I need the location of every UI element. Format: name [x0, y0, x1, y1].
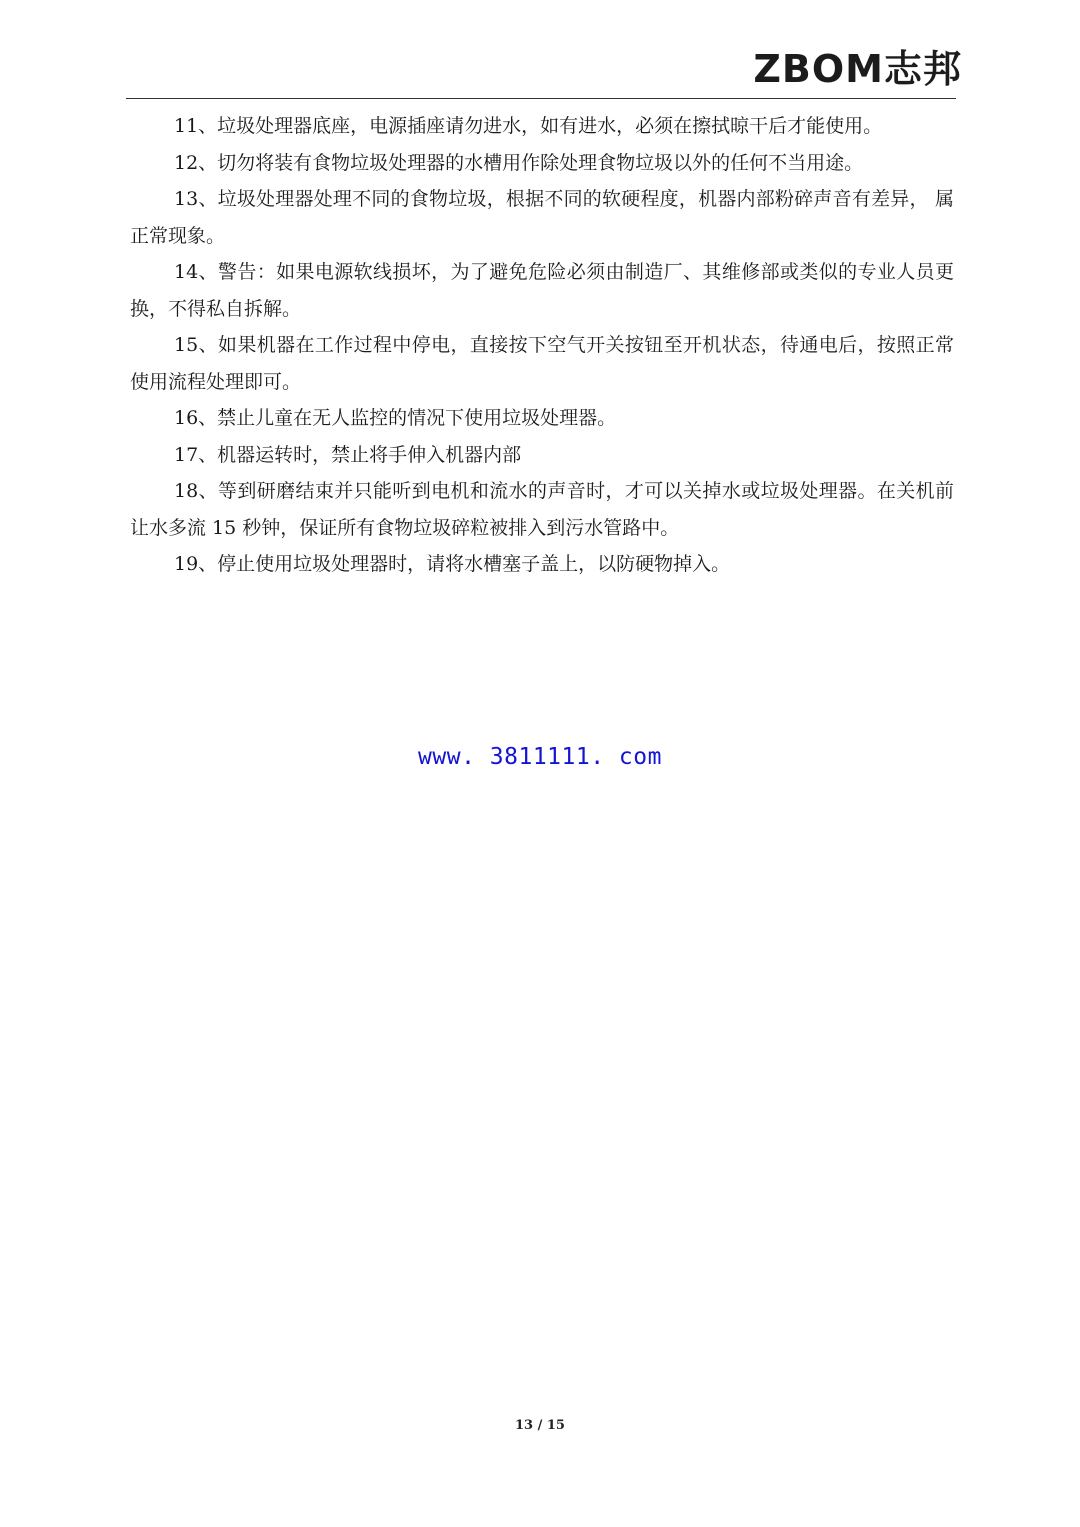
header-divider: [126, 98, 956, 99]
note-item-16: 16、禁止儿童在无人监控的情况下使用垃圾处理器。: [174, 407, 617, 429]
note-item-11: 11、垃圾处理器底座，电源插座请勿进水，如有进水，必须在擦拭晾干后才能使用。: [174, 115, 883, 137]
website-link[interactable]: www. 3811111. com: [418, 744, 662, 770]
note-item-19: 19、停止使用垃圾处理器时，请将水槽塞子盖上，以防硬物掉入。: [174, 553, 731, 575]
page-header: [0, 0, 1080, 100]
note-item-15: 15、如果机器在工作过程中停电，直接按下空气开关按钮至开机状态，待通电后，按照正常使用流程处理即可。: [130, 334, 954, 393]
note-item-14: 14、警告：如果电源软线损坏，为了避免危险必须由制造厂、其维修部或类似的专业人员更换，不得私自拆解。: [130, 261, 954, 320]
note-item-18: 18、等到研磨结束并只能听到电机和流水的声音时，才可以关掉水或垃圾处理器。在关机前让水多流 15 秒钟，保证所有食物垃圾碎粒被排入到污水管路中。: [130, 480, 954, 539]
note-item-13: 13、垃圾处理器处理不同的食物垃圾，根据不同的软硬程度，机器内部粉碎声音有差异， 属正常现象。: [130, 188, 954, 247]
notes-list: [130, 108, 954, 583]
page-number: 13 / 15: [515, 1418, 565, 1433]
note-item-12: 12、切勿将装有食物垃圾处理器的水槽用作除处理食物垃圾以外的任何不当用途。: [174, 151, 864, 174]
note-item-17: 17、机器运转时，禁止将手伸入机器内部: [174, 443, 522, 466]
brand-logo: ZBOM志邦: [753, 47, 962, 91]
